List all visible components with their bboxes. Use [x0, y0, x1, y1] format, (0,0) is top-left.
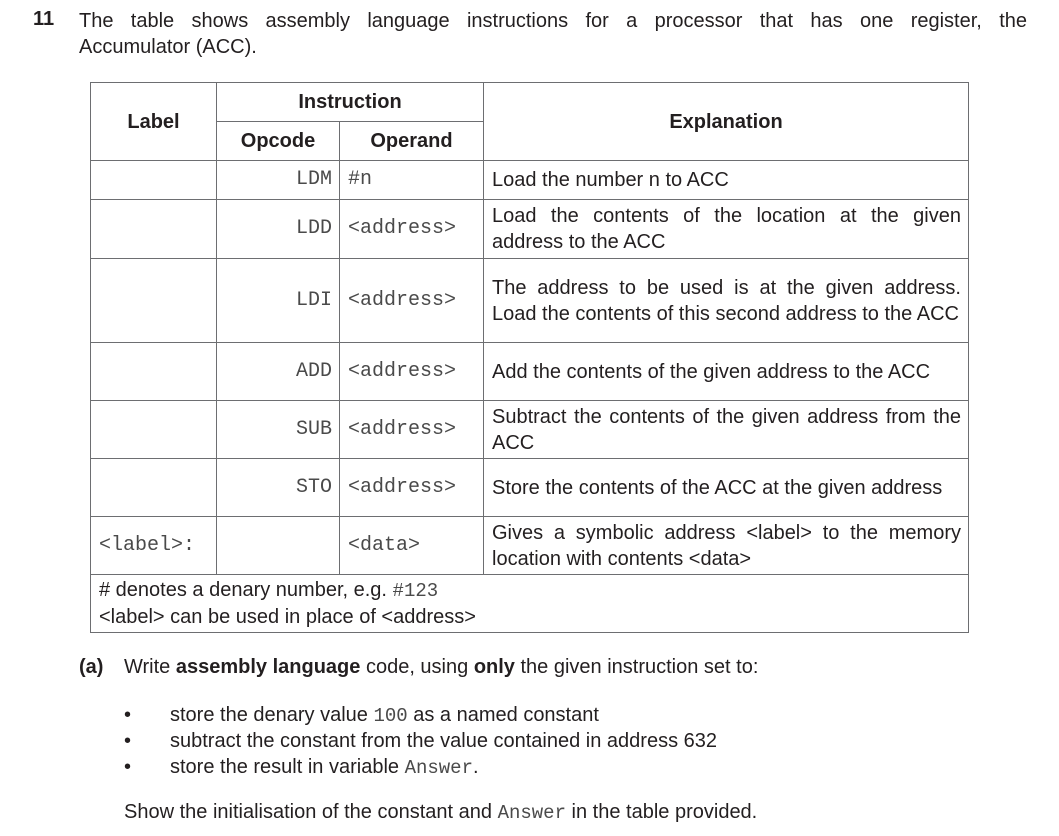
row-label — [91, 343, 217, 401]
row-operand: <address> — [340, 401, 484, 459]
row-operand: <address> — [340, 200, 484, 259]
row-operand: <address> — [340, 343, 484, 401]
list-item — [124, 754, 717, 780]
bullet-3-text: store the result in variable — [170, 756, 405, 778]
stem-text-3: the given instruction set to: — [514, 656, 759, 678]
stem-text-1: Write — [124, 656, 176, 678]
row-explanation: Store the contents of the ACC at the given address — [484, 459, 969, 517]
footnote-denary-example: #123 — [392, 580, 439, 602]
part-a-letter: (a) — [79, 656, 104, 678]
final-instruction — [124, 801, 757, 824]
list-item — [124, 702, 717, 728]
row-opcode: LDI — [217, 259, 340, 343]
row-operand: <address> — [340, 259, 484, 343]
intro-line-1: The table shows assembly language instructions for a processor that has one register, the — [79, 10, 1027, 32]
table-row — [91, 259, 969, 343]
header-label: Label — [91, 83, 217, 161]
header-opcode: Opcode — [217, 122, 340, 161]
list-item — [124, 728, 717, 754]
row-explanation: Add the contents of the given address to the ACC — [484, 343, 969, 401]
final-code: Answer — [497, 802, 566, 824]
bullet-1-end: as a named constant — [407, 704, 599, 726]
row-explanation: Load the contents of the location at the given address to the ACC — [484, 200, 969, 259]
header-explanation: Explanation — [484, 83, 969, 161]
row-opcode: ADD — [217, 343, 340, 401]
stem-bold-2: only — [473, 656, 515, 678]
row-label — [91, 401, 217, 459]
header-instruction: Instruction — [217, 83, 484, 122]
row-label — [91, 459, 217, 517]
intro-line-2: Accumulator (ACC). — [79, 36, 257, 58]
task-bullet-list — [124, 702, 717, 780]
row-explanation: Load the number n to ACC — [484, 161, 969, 200]
question-number: 11 — [33, 8, 55, 30]
table-row — [91, 517, 969, 575]
row-operand: #n — [340, 161, 484, 200]
row-explanation: Gives a symbolic address <label> to the memory location with contents <data> — [484, 517, 969, 575]
row-label — [91, 161, 217, 200]
bullet-2-text: subtract the constant from the value contained in address 632 — [170, 730, 718, 752]
row-label: <label>: — [91, 517, 217, 575]
bullet-1-code: 100 — [373, 705, 408, 727]
bullet-3-end: . — [472, 756, 479, 778]
stem-bold-1: assembly language — [175, 656, 361, 678]
row-opcode: LDD — [217, 200, 340, 259]
row-label — [91, 200, 217, 259]
part-a-stem — [124, 656, 1024, 679]
row-explanation: Subtract the contents of the given address from the ACC — [484, 401, 969, 459]
row-opcode: SUB — [217, 401, 340, 459]
table-row — [91, 459, 969, 517]
row-explanation: The address to be used is at the given address. Load the contents of this second address to the ACC — [484, 259, 969, 343]
table-footnote — [91, 575, 969, 633]
row-label — [91, 259, 217, 343]
footnote-label-text: <label> can be used in place of <address> — [99, 606, 476, 628]
row-operand: <address> — [340, 459, 484, 517]
instruction-table — [90, 82, 969, 633]
row-opcode — [217, 517, 340, 575]
bullet-3-code: Answer — [404, 757, 473, 779]
bullet-1-text: store the denary value — [170, 704, 374, 726]
table-row — [91, 161, 969, 200]
table-footnote-row — [91, 575, 969, 633]
final-text-2: in the table provided. — [566, 801, 758, 823]
table-row — [91, 343, 969, 401]
bullet-icon: • — [124, 756, 132, 778]
question-intro — [79, 8, 1027, 60]
bullet-icon: • — [124, 704, 132, 726]
header-operand: Operand — [340, 122, 484, 161]
stem-text-2: code, using — [360, 656, 474, 678]
bullet-icon: • — [124, 730, 132, 752]
row-opcode: STO — [217, 459, 340, 517]
table-row — [91, 200, 969, 259]
footnote-denary-text: # denotes a denary number, e.g. — [99, 579, 393, 601]
table-row — [91, 401, 969, 459]
row-operand: <data> — [340, 517, 484, 575]
final-text-1: Show the initialisation of the constant and — [124, 801, 498, 823]
row-opcode: LDM — [217, 161, 340, 200]
